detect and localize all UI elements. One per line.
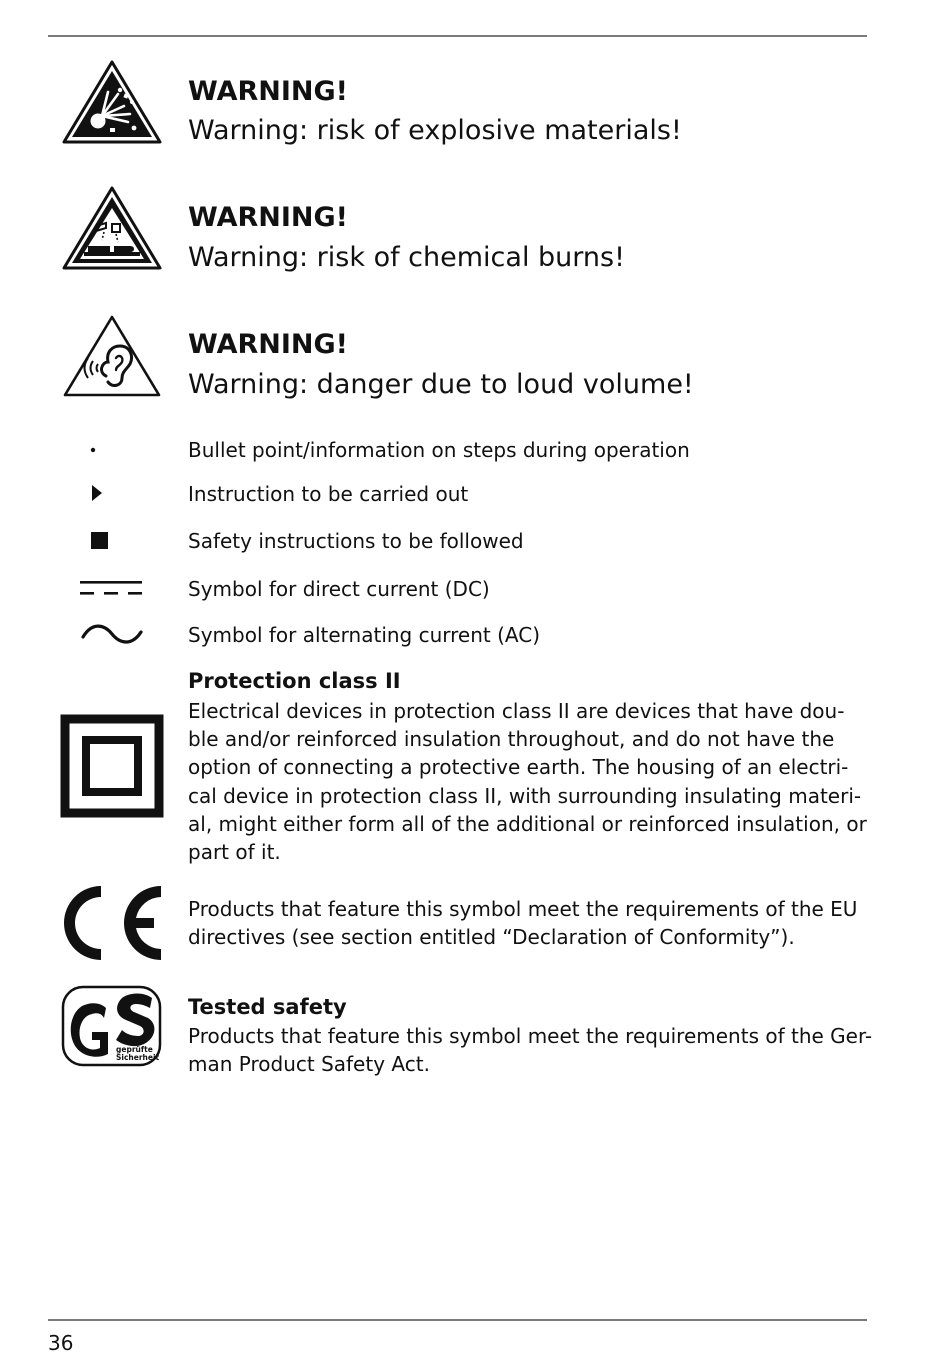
ce-mark-paragraph xyxy=(188,895,858,951)
warning-text: Warning: danger due to loud volume! xyxy=(188,369,694,400)
warning-title: WARNING! xyxy=(188,202,348,233)
paragraph-line: directives (see section entitled “Declaration of Conformity”). xyxy=(188,925,795,950)
paragraph-line: part of it. xyxy=(188,840,281,865)
symbol-description: Safety instructions to be followed xyxy=(188,529,524,553)
paragraph-line: cal device in protection class II, with surrounding insulating materi- xyxy=(188,783,862,808)
tested-safety-paragraph xyxy=(188,1022,873,1078)
paragraph-line: Products that feature this symbol meet the requirements of the EU xyxy=(188,897,858,921)
direct-current-icon xyxy=(80,578,144,598)
gs-logo-text: Sicherheit xyxy=(116,1053,160,1062)
page-number: 36 xyxy=(48,1331,74,1355)
paragraph-line: Electrical devices in protection class II are devices that have dou- xyxy=(188,699,845,723)
warning-text: Warning: risk of explosive materials! xyxy=(188,115,682,146)
gs-tested-safety-icon xyxy=(60,984,164,1068)
section-title: Protection class II xyxy=(188,669,401,693)
paragraph-line: option of connecting a protective earth. The housing of an electri- xyxy=(188,755,849,780)
ce-mark-icon xyxy=(60,884,164,962)
filled-square-icon xyxy=(90,531,110,551)
symbol-description: Symbol for alternating current (AC) xyxy=(188,623,541,647)
paragraph-line: al, might either form all of the additional or reinforced insulation, or xyxy=(188,811,867,836)
chemical-burns-icon xyxy=(60,184,164,272)
warning-title: WARNING! xyxy=(188,76,348,107)
warning-title: WARNING! xyxy=(188,329,348,360)
alternating-current-icon xyxy=(80,622,144,648)
paragraph-line: man Product Safety Act. xyxy=(188,1052,430,1077)
bottom-rule xyxy=(48,1319,867,1321)
warning-text: Warning: risk of chemical burns! xyxy=(188,242,625,273)
protection-class-paragraph xyxy=(188,697,867,866)
symbol-description: Symbol for direct current (DC) xyxy=(188,577,490,601)
paragraph-line: Products that feature this symbol meet the requirements of the Ger- xyxy=(188,1024,873,1048)
explosive-materials-icon xyxy=(60,58,164,146)
bullet-dot-icon xyxy=(88,445,98,455)
section-title: Tested safety xyxy=(188,995,347,1019)
triangle-arrow-icon xyxy=(90,484,104,502)
paragraph-line: ble and/or reinforced insulation throughout, and do not have the xyxy=(188,727,835,752)
protection-class-ii-icon xyxy=(60,714,164,818)
symbol-description: Bullet point/information on steps during operation xyxy=(188,438,690,462)
gs-logo-text: geprüfte xyxy=(116,1045,153,1054)
symbol-description: Instruction to be carried out xyxy=(188,482,469,506)
loud-volume-ear-icon xyxy=(60,312,164,400)
top-rule xyxy=(48,35,867,37)
